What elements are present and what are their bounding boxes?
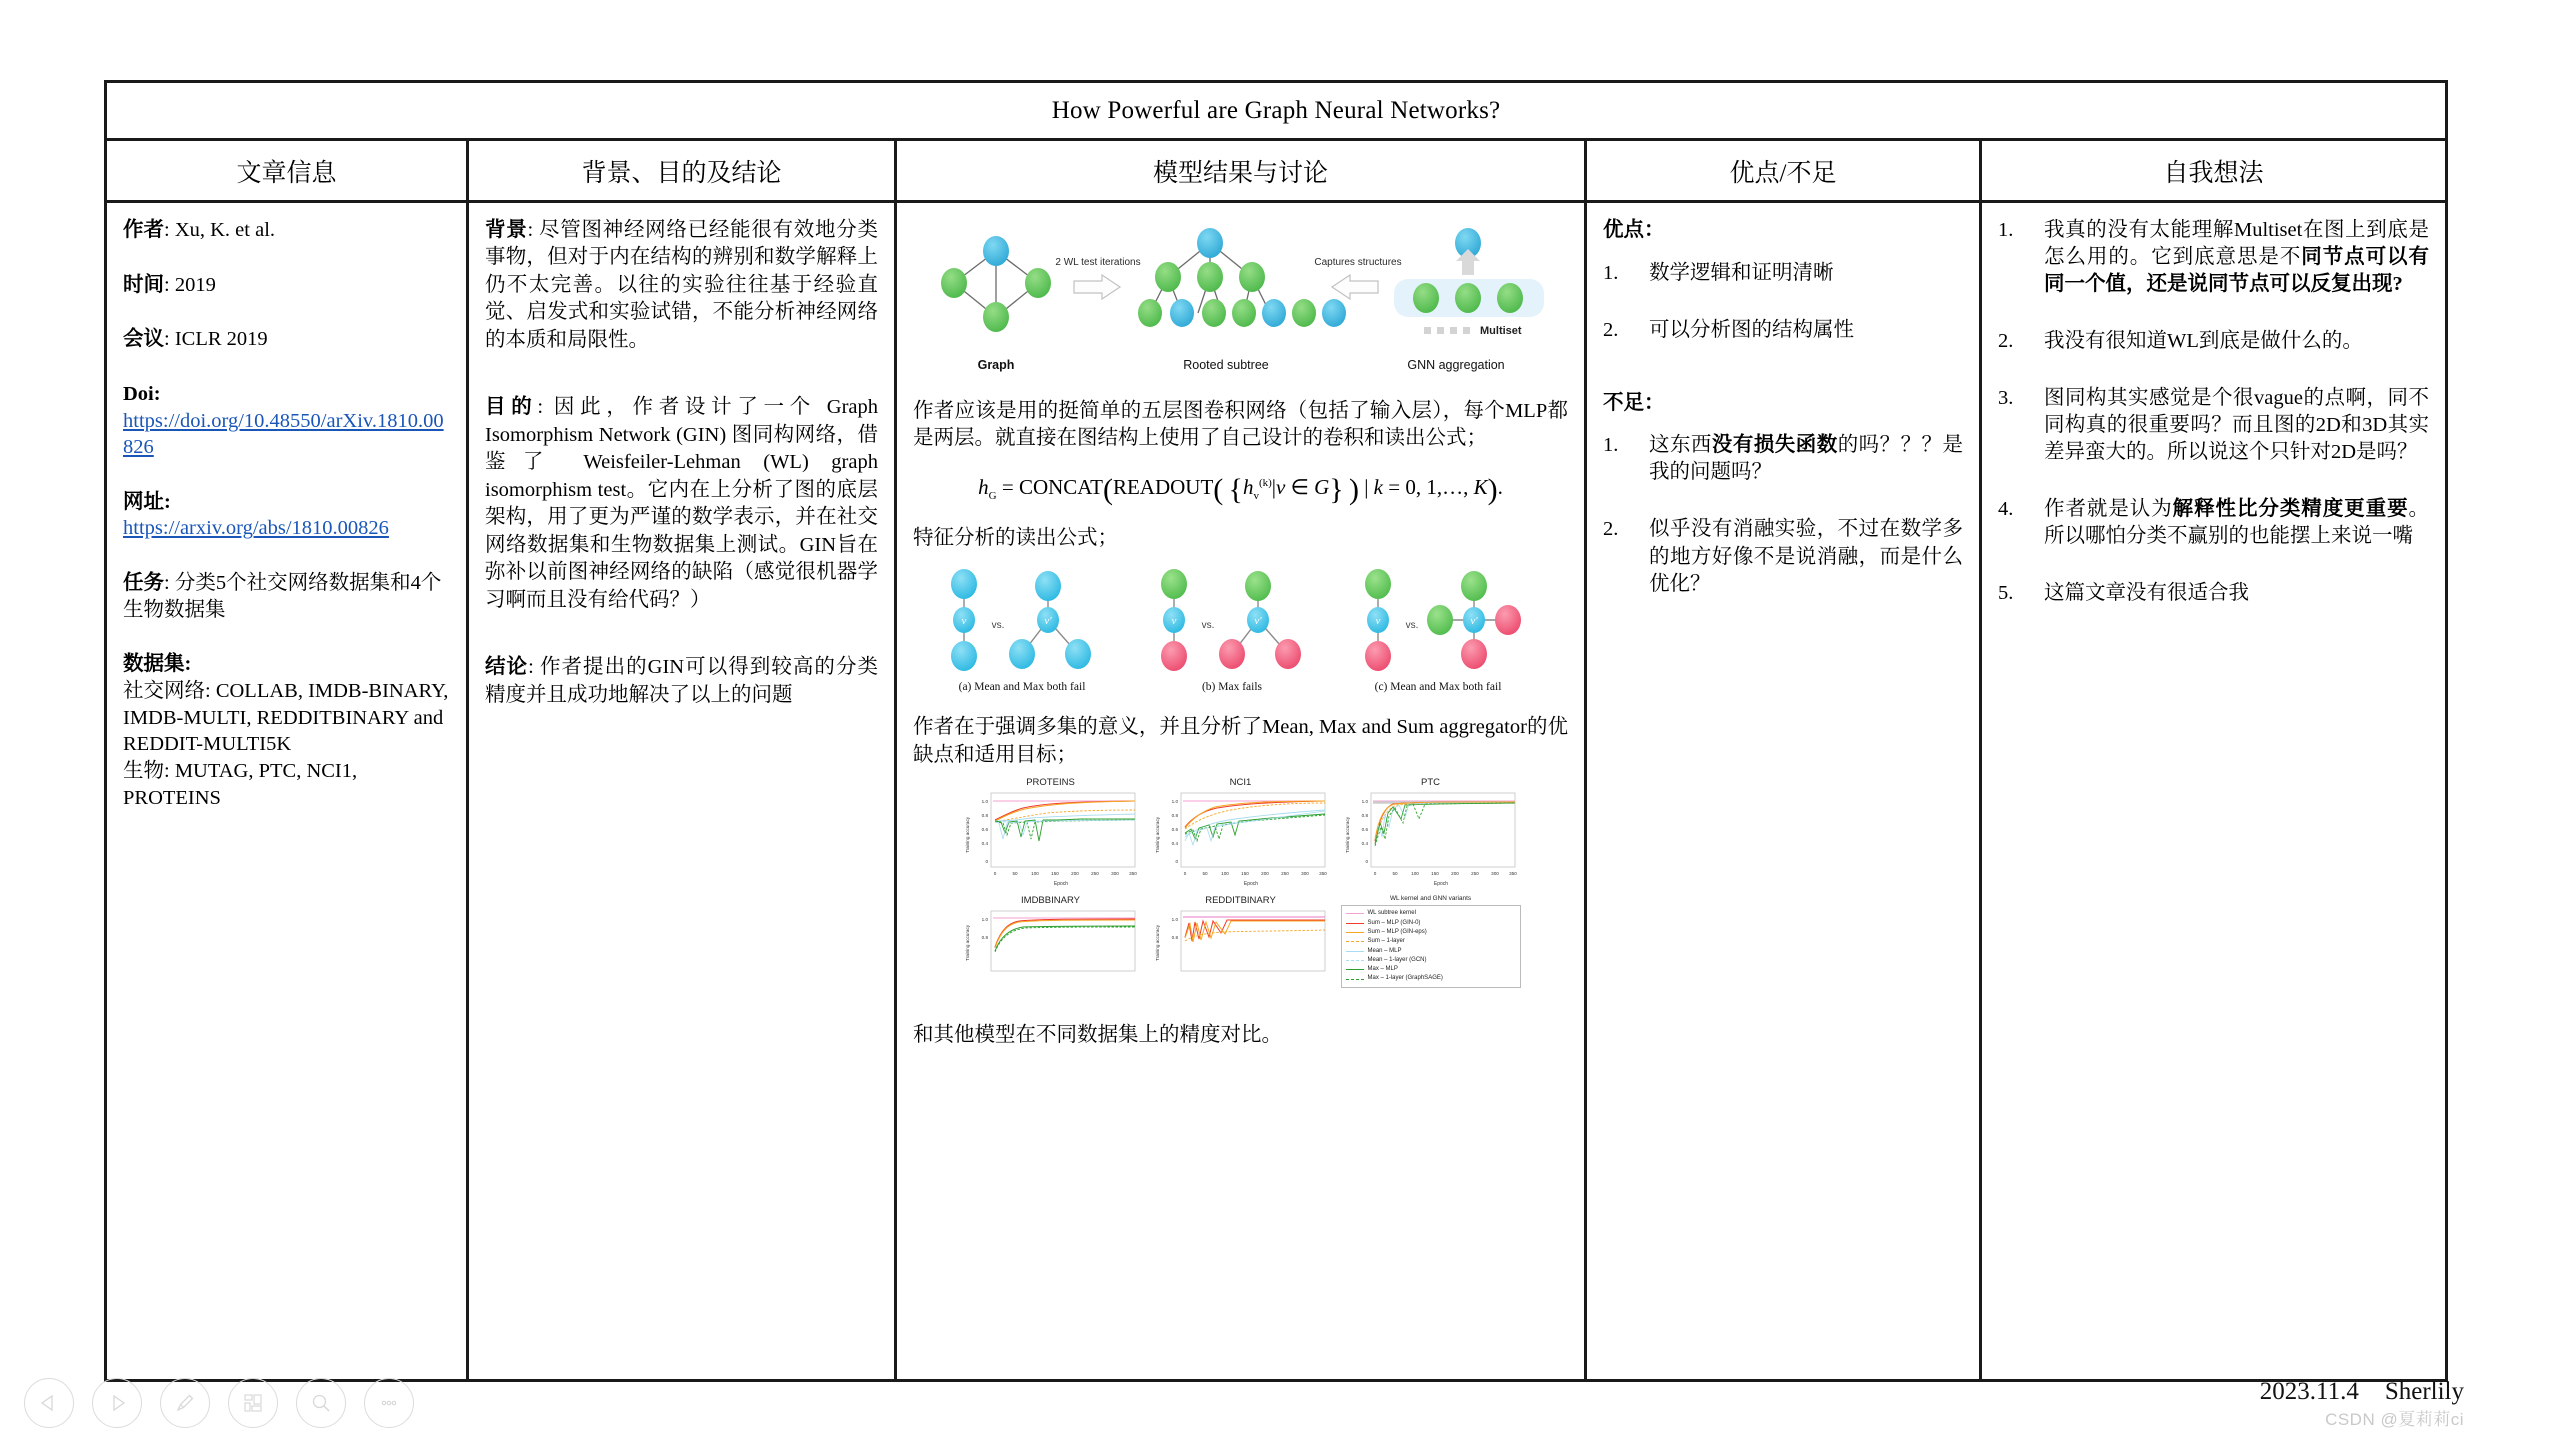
legend-item xyxy=(1346,928,1516,937)
thoughts-list xyxy=(1998,217,2429,607)
svg-text:Epoch: Epoch xyxy=(1053,881,1068,888)
list-number: 2. xyxy=(1603,318,1619,341)
svg-text:Training accuracy: Training accuracy xyxy=(964,925,970,962)
chart-row-2 xyxy=(961,895,1521,987)
footer-author: Sherlily xyxy=(2384,1378,2464,1405)
svg-text:0.8: 0.8 xyxy=(1171,813,1178,819)
chart-redditbinary xyxy=(1151,895,1331,987)
svg-text:200: 200 xyxy=(1450,871,1459,877)
grid-icon xyxy=(242,1392,264,1414)
svg-text:vs.: vs. xyxy=(991,620,1004,632)
chart-svg xyxy=(961,789,1141,889)
legend-label: Sum – MLP (GIN-eps) xyxy=(1367,928,1427,935)
svg-text:150: 150 xyxy=(1430,871,1439,877)
list-number: 4. xyxy=(1998,498,2014,521)
prev-page-button[interactable] xyxy=(24,1378,74,1428)
svg-text:250: 250 xyxy=(1470,871,1479,877)
column-header-background: 背景、目的及结论 xyxy=(469,141,897,200)
chart-title: NCI1 xyxy=(1229,777,1252,789)
list-text: 我没有很知道WL到底是做什么的。 xyxy=(2044,330,2363,353)
conclusion-paragraph xyxy=(485,654,878,709)
svg-text:vs.: vs. xyxy=(1201,620,1214,632)
legend-swatch xyxy=(1346,913,1364,914)
column-header-pros-cons: 优点/不足 xyxy=(1587,141,1982,200)
svg-text:100: 100 xyxy=(1220,871,1229,877)
svg-text:0.4: 0.4 xyxy=(1171,841,1178,847)
list-number: 2. xyxy=(1603,518,1619,541)
venue-value: : ICLR 2019 xyxy=(164,328,268,351)
chart-legend xyxy=(1341,895,1521,987)
list-number: 3. xyxy=(1998,387,2014,410)
search-button[interactable] xyxy=(296,1378,346,1428)
list-text xyxy=(1649,432,1963,486)
chart-row-1 xyxy=(961,777,1521,889)
column-header-my-thoughts: 自我想法 xyxy=(2163,159,2264,187)
svg-text:0.8: 0.8 xyxy=(1361,813,1368,819)
svg-text:0.8: 0.8 xyxy=(1171,935,1178,941)
task-label: 任务 xyxy=(123,572,164,595)
svg-text:Captures structures: Captures structures xyxy=(1313,257,1402,268)
list-item xyxy=(1998,385,2429,466)
list-item xyxy=(1603,317,1963,344)
cell-article-info xyxy=(107,203,469,1379)
svg-text:200: 200 xyxy=(1260,871,1269,877)
svg-text:0: 0 xyxy=(1373,871,1376,877)
cell-background-purpose-conclusion xyxy=(469,203,897,1379)
more-icon xyxy=(378,1392,400,1414)
legend-item xyxy=(1346,974,1516,983)
svg-text:300: 300 xyxy=(1300,871,1309,877)
list-item xyxy=(1603,432,1963,486)
chart-svg xyxy=(1151,907,1331,987)
text-bold: 解释性比分类精度更重要 xyxy=(2172,498,2409,521)
list-number: 1. xyxy=(1998,219,2014,241)
year-value: : 2019 xyxy=(164,273,216,296)
purpose-paragraph xyxy=(485,394,878,614)
svg-text:v: v xyxy=(1375,615,1380,628)
list-text: 似乎没有消融实验，不过在数学多的地方好像不是说消融，而是什么优化？ xyxy=(1649,518,1963,595)
column-header-article-info: 文章信息 xyxy=(107,141,469,200)
legend-item xyxy=(1346,956,1516,965)
list-text: 图同构其实感觉是个很vague的点啊，同不同构真的很重要吗？而且图的2D和3D其实差异蛮大的。所以说这个只针对2D是吗？ xyxy=(2044,387,2429,464)
bottom-toolbar xyxy=(24,1378,414,1428)
svg-text:v: v xyxy=(961,615,966,628)
text-pre: 作者就是认为 xyxy=(2044,498,2173,521)
legend-swatch xyxy=(1346,932,1364,933)
svg-text:Training accuracy: Training accuracy xyxy=(1154,925,1160,962)
list-number: 1. xyxy=(1603,261,1619,284)
svg-text:2 WL test iterations: 2 WL test iterations xyxy=(1054,257,1141,268)
chart-svg xyxy=(1151,789,1331,889)
dataset-social: 社交网络: COLLAB, IMDB-BINARY, IMDB-MULTI, REDDITBINARY and REDDIT-MULTI5K xyxy=(123,680,449,756)
watermark: CSDN @夏莉莉ci xyxy=(2325,1410,2464,1429)
svg-text:Epoch: Epoch xyxy=(1433,881,1448,888)
list-text xyxy=(2044,496,2429,550)
pen-icon xyxy=(174,1392,196,1414)
svg-text:Training accuracy: Training accuracy xyxy=(1344,817,1350,854)
chart-proteins xyxy=(961,777,1141,889)
legend-swatch xyxy=(1346,923,1364,924)
svg-text:v′: v′ xyxy=(1469,615,1478,628)
list-number: 2. xyxy=(1998,330,2014,353)
figure-wl-svg xyxy=(926,221,1556,396)
svg-text:vs.: vs. xyxy=(1405,620,1418,632)
background-paragraph xyxy=(485,217,878,354)
cell-my-thoughts xyxy=(1982,203,2445,1379)
legend-label: Sum – 1-layer xyxy=(1367,938,1405,945)
column-header-results: 模型结果与讨论 xyxy=(897,141,1587,200)
results-paragraph-4: 和其他模型在不同数据集上的精度对比。 xyxy=(913,1023,1282,1046)
svg-text:GNN aggregation: GNN aggregation xyxy=(1406,358,1505,372)
svg-text:0: 0 xyxy=(993,871,996,877)
legend-swatch xyxy=(1346,979,1364,980)
svg-text:300: 300 xyxy=(1110,871,1119,877)
legend-title: WL kernel and GNN variants xyxy=(1389,895,1472,903)
chart-title: REDDITBINARY xyxy=(1205,895,1276,907)
legend-swatch xyxy=(1346,969,1364,970)
svg-text:v′: v′ xyxy=(1043,615,1052,628)
svg-text:300: 300 xyxy=(1490,871,1499,877)
svg-text:200: 200 xyxy=(1070,871,1079,877)
svg-text:v: v xyxy=(1171,615,1176,628)
results-paragraph-1: 作者应该是用的挺简单的五层图卷积网络（包括了输入层），每个MLP都是两层。就直接在图结构上使用了自己设计的卷积和读出公式； xyxy=(913,400,1568,450)
legend-item xyxy=(1346,965,1516,974)
svg-text:1.0: 1.0 xyxy=(1171,917,1178,923)
svg-text:1.0: 1.0 xyxy=(1361,799,1368,805)
svg-text:100: 100 xyxy=(1410,871,1419,877)
readout-formula: $h_G$ = CONCAT(READOUT( {$h_v^{(k)}|v$ ∈ G} ) | k = 0, 1,…, K). xyxy=(978,472,1503,506)
legend-label: Mean – MLP xyxy=(1367,947,1402,954)
svg-text:Training accuracy: Training accuracy xyxy=(964,817,970,854)
training-accuracy-charts xyxy=(961,777,1521,987)
list-item xyxy=(1998,328,2429,355)
table-header-row xyxy=(107,141,2445,203)
footer-line xyxy=(2260,1378,2464,1406)
svg-text:(a) Mean and Max both fail: (a) Mean and Max both fail xyxy=(958,681,1085,694)
dataset-label: 数据集: xyxy=(123,653,192,676)
svg-text:v′: v′ xyxy=(1253,615,1262,628)
legend-label: WL subtree kernel xyxy=(1367,910,1416,917)
purpose-text: : 因此，作者设计了一个 Graph Isomorphism Network (GIN) 图同构网络，借鉴了 Weisfeiler-Lehman (WL) graph isomorphism test。它内在上分析了图的底层架构，用了更为严谨的数学表示，并在社交网络数据集和生物数据集上测试。GIN旨在弥补以前图神经网络的缺陷（感觉很机器学习啊而且没有给代码？） xyxy=(485,396,878,611)
search-icon xyxy=(310,1392,332,1414)
svg-text:Epoch: Epoch xyxy=(1243,881,1258,888)
chart-title: PTC xyxy=(1421,777,1440,789)
svg-text:0.8: 0.8 xyxy=(981,813,988,819)
svg-text:0.6: 0.6 xyxy=(1171,827,1178,833)
svg-text:0: 0 xyxy=(1174,859,1178,865)
chart-title: PROTEINS xyxy=(1026,777,1075,789)
svg-text:50: 50 xyxy=(1201,871,1208,877)
svg-text:50: 50 xyxy=(1391,871,1398,877)
svg-text:350: 350 xyxy=(1318,871,1327,877)
next-page-button[interactable] xyxy=(92,1378,142,1428)
dataset-bio: 生物: MUTAG, PTC, NCI1, PROTEINS xyxy=(123,759,358,809)
svg-text:350: 350 xyxy=(1508,871,1517,877)
pros-list xyxy=(1603,260,1963,344)
chart-ptc xyxy=(1341,777,1521,889)
svg-text:100: 100 xyxy=(1030,871,1039,877)
svg-text:250: 250 xyxy=(1280,871,1289,877)
svg-text:250: 250 xyxy=(1090,871,1099,877)
list-number: 1. xyxy=(1603,434,1619,457)
legend-swatch xyxy=(1346,941,1364,942)
more-options-button[interactable] xyxy=(364,1378,414,1428)
list-item xyxy=(1603,516,1963,597)
svg-text:Training accuracy: Training accuracy xyxy=(1154,817,1160,854)
paper-summary-table xyxy=(104,80,2448,1382)
list-item xyxy=(1998,217,2429,298)
text-pre: 这东西 xyxy=(1649,434,1712,457)
svg-text:350: 350 xyxy=(1128,871,1137,877)
legend-label: Max – MLP xyxy=(1367,966,1398,973)
list-item xyxy=(1998,580,2429,607)
cell-model-results xyxy=(897,203,1587,1379)
legend-item xyxy=(1346,909,1516,918)
pros-heading: 优点： xyxy=(1603,219,1665,241)
results-paragraph-2: 特征分析的读出公式； xyxy=(913,526,1118,549)
cons-heading: 不足： xyxy=(1603,391,1665,414)
legend-label: Mean – 1-layer (GCN) xyxy=(1367,956,1427,963)
svg-text:Multiset: Multiset xyxy=(1479,325,1522,337)
chart-svg xyxy=(961,907,1141,987)
figure-wl-subtree-aggregation xyxy=(926,221,1556,396)
svg-text:0: 0 xyxy=(984,859,988,865)
url-link[interactable]: https://arxiv.org/abs/1810.00826 xyxy=(123,517,389,540)
text-pre: 我真的没有太能理解Multiset在图上到底是怎么用的。它到底意思是不 xyxy=(2044,219,2429,269)
svg-text:1.0: 1.0 xyxy=(981,799,988,805)
svg-text:Rooted subtree: Rooted subtree xyxy=(1182,358,1269,372)
list-number: 5. xyxy=(1998,582,2014,605)
svg-text:Graph: Graph xyxy=(977,358,1014,372)
legend-item xyxy=(1346,937,1516,946)
svg-text:1.0: 1.0 xyxy=(981,917,988,923)
table-title-row xyxy=(107,83,2445,141)
chart-svg xyxy=(1341,789,1521,889)
author-label: 作者 xyxy=(123,219,164,241)
chart-title: IMDBBINARY xyxy=(1021,895,1080,907)
layout-button[interactable] xyxy=(228,1378,278,1428)
figure-aggregator-failures xyxy=(926,562,1556,710)
cons-list xyxy=(1603,432,1963,597)
svg-text:0.4: 0.4 xyxy=(981,841,988,847)
page-title: How Powerful are Graph Neural Networks? xyxy=(1051,96,1501,124)
chart-imdbbinary xyxy=(961,895,1141,987)
svg-text:(c) Mean and Max both fail: (c) Mean and Max both fail xyxy=(1374,681,1501,694)
legend-label: Sum – MLP (GIN-0) xyxy=(1367,919,1421,926)
background-text: : 尽管图神经网络已经能很有效地分类事物，但对于内在结构的辨别和数学解释上仍不太完善。以往的实验往往基于经验直觉、启发式和实验试错，不能分析神经网络的本质和局限性。 xyxy=(485,219,878,351)
svg-text:0.6: 0.6 xyxy=(981,827,988,833)
list-item xyxy=(1998,496,2429,550)
list-text xyxy=(2044,217,2429,298)
text-post: 的吗？？？是我的问题吗？ xyxy=(1649,434,1964,484)
footer-date: 2023.11.4 xyxy=(2259,1378,2359,1405)
footer xyxy=(2260,1378,2464,1406)
list-item xyxy=(1603,260,1963,287)
task-value: : 分类5个社交网络数据集和4个生物数据集 xyxy=(123,572,442,621)
pen-tool-button[interactable] xyxy=(160,1378,210,1428)
triangle-left-icon xyxy=(39,1393,59,1413)
svg-text:(b) Max fails: (b) Max fails xyxy=(1201,681,1262,694)
svg-text:0.4: 0.4 xyxy=(1361,841,1368,847)
conclusion-text: : 作者提出的GIN可以得到较高的分类精度并且成功地解决了以上的问题 xyxy=(485,656,878,706)
list-text: 这篇文章没有很适合我 xyxy=(2044,582,2249,605)
venue-label: 会议 xyxy=(123,328,164,351)
background-label: 背景 xyxy=(485,219,528,241)
text-bold: 同节点可以有同一个值，还是说同节点可以反复出现? xyxy=(2044,246,2430,296)
list-text: 数学逻辑和证明清晰 xyxy=(1649,261,1834,284)
svg-text:150: 150 xyxy=(1050,871,1059,877)
venue-line xyxy=(123,326,450,353)
list-text: 可以分析图的结构属性 xyxy=(1649,318,1854,341)
author-line xyxy=(123,217,450,244)
results-paragraph-3: 作者在于强调多集的意义，并且分析了Mean, Max and Sum aggregator的优缺点和适用目标； xyxy=(913,716,1568,766)
cell-pros-cons xyxy=(1587,203,1982,1379)
legend-label: Max – 1-layer (GraphSAGE) xyxy=(1367,975,1443,982)
svg-text:50: 50 xyxy=(1011,871,1018,877)
task-line xyxy=(123,570,450,623)
doi-link[interactable]: https://doi.org/10.48550/arXiv.1810.00826 xyxy=(123,409,444,459)
text-bold: 没有损失函数 xyxy=(1711,434,1838,457)
table-body-row xyxy=(107,203,2445,1379)
figure-failures-svg xyxy=(926,562,1556,710)
year-label: 时间 xyxy=(123,273,164,296)
text-post: 。所以哪怕分类不赢别的也能摆上来说一嘴 xyxy=(2044,498,2430,548)
legend-item xyxy=(1346,947,1516,956)
svg-text:150: 150 xyxy=(1240,871,1249,877)
svg-text:0: 0 xyxy=(1183,871,1186,877)
author-value: : Xu, K. et al. xyxy=(164,219,276,241)
conclusion-label: 结论 xyxy=(485,656,529,679)
legend-item xyxy=(1346,919,1516,928)
triangle-right-icon xyxy=(107,1393,127,1413)
svg-text:0.8: 0.8 xyxy=(981,935,988,941)
doi-label: Doi: xyxy=(123,382,161,405)
legend-swatch xyxy=(1346,960,1364,961)
svg-text:0: 0 xyxy=(1364,859,1368,865)
svg-text:0.6: 0.6 xyxy=(1361,827,1368,833)
legend-swatch xyxy=(1346,951,1364,952)
svg-text:1.0: 1.0 xyxy=(1171,799,1178,805)
legend-items xyxy=(1341,905,1521,987)
year-line xyxy=(123,272,450,299)
url-label: 网址: xyxy=(123,490,171,513)
purpose-label: 目的 xyxy=(485,396,538,419)
chart-nci1 xyxy=(1151,777,1331,889)
